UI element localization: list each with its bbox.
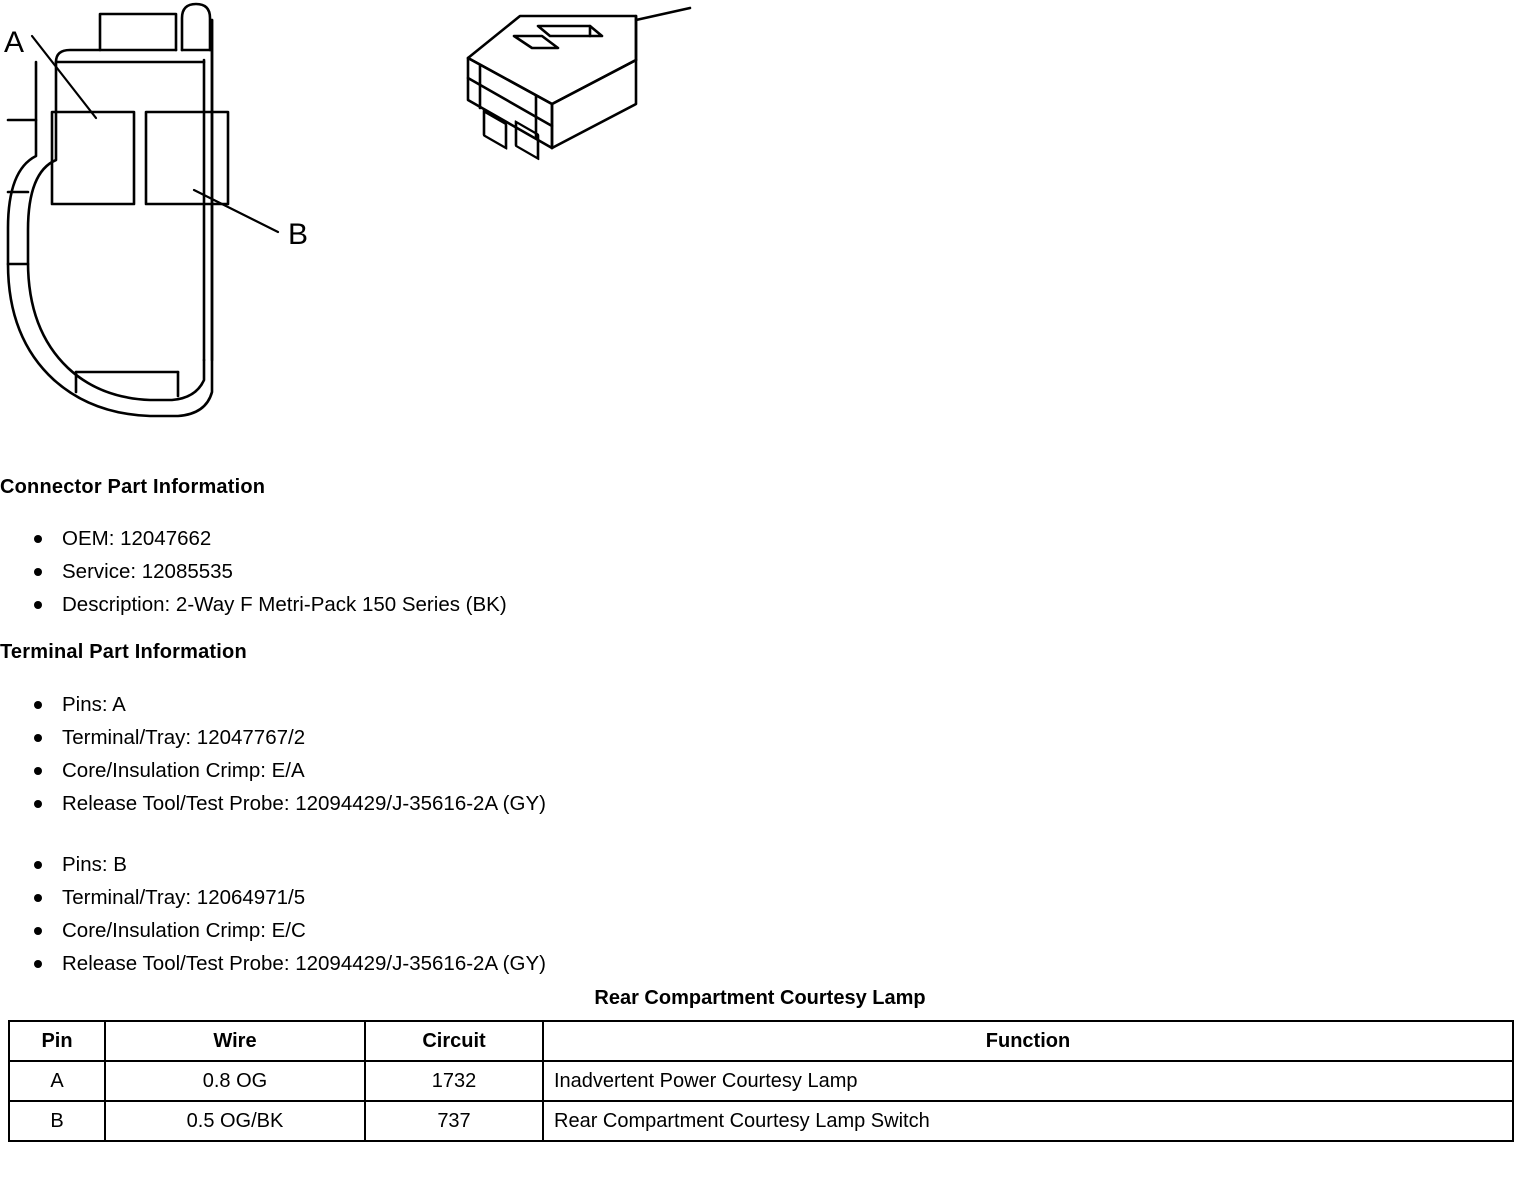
list-item: Pins: B (0, 848, 1100, 881)
cell-pin: B (9, 1101, 105, 1141)
pin-table (8, 1020, 1514, 1142)
column-header-wire: Wire (105, 1021, 365, 1061)
list-item: Service: 12085535 (0, 555, 1100, 588)
label-a: A (3, 26, 24, 59)
connector-part-information-section (0, 476, 1100, 621)
connector-part-information-list (0, 522, 1100, 621)
cell-wire: 0.8 OG (105, 1061, 365, 1101)
pin-table-title: Rear Compartment Courtesy Lamp (594, 987, 926, 1009)
cell-circuit: 1732 (365, 1061, 543, 1101)
list-item: OEM: 12047662 (0, 522, 1100, 555)
table-row (9, 1101, 1513, 1141)
terminal-part-information-list-pin-a (0, 688, 1100, 820)
cell-wire: 0.5 OG/BK (105, 1101, 365, 1141)
connector-side-view-illustration (468, 8, 690, 159)
list-item: Core/Insulation Crimp: E/A (0, 754, 1100, 787)
list-item: Core/Insulation Crimp: E/C (0, 914, 1100, 947)
list-item: Pins: A (0, 688, 1100, 721)
column-header-function: Function (543, 1021, 1513, 1061)
list-item: Description: 2-Way F Metri-Pack 150 Series (BK) (0, 588, 1100, 621)
terminal-part-information-heading: Terminal Part Information (0, 641, 247, 663)
terminal-part-information-section (0, 641, 1100, 980)
connector-part-information-heading: Connector Part Information (0, 476, 266, 498)
list-item: Release Tool/Test Probe: 12094429/J-35616-2A (GY) (0, 787, 1100, 820)
column-header-pin: Pin (9, 1021, 105, 1061)
list-item: Release Tool/Test Probe: 12094429/J-35616-2A (GY) (0, 947, 1100, 980)
table-header-row (9, 1021, 1513, 1061)
terminal-part-information-list-pin-b (0, 848, 1100, 980)
cell-circuit: 737 (365, 1101, 543, 1141)
pin-table-container (8, 1020, 1512, 1142)
table-row (9, 1061, 1513, 1101)
connector-front-view-illustration (8, 4, 228, 416)
list-item: Terminal/Tray: 12047767/2 (0, 721, 1100, 754)
list-item: Terminal/Tray: 12064971/5 (0, 881, 1100, 914)
cell-function: Inadvertent Power Courtesy Lamp (543, 1061, 1513, 1101)
connector-diagram-svg (0, 0, 760, 440)
leader-line-a (32, 36, 96, 118)
label-b: B (288, 218, 309, 251)
leader-line-b (194, 190, 278, 232)
cell-pin: A (9, 1061, 105, 1101)
column-header-circuit: Circuit (365, 1021, 543, 1061)
cell-function: Rear Compartment Courtesy Lamp Switch (543, 1101, 1513, 1141)
connector-diagram (0, 0, 1520, 455)
